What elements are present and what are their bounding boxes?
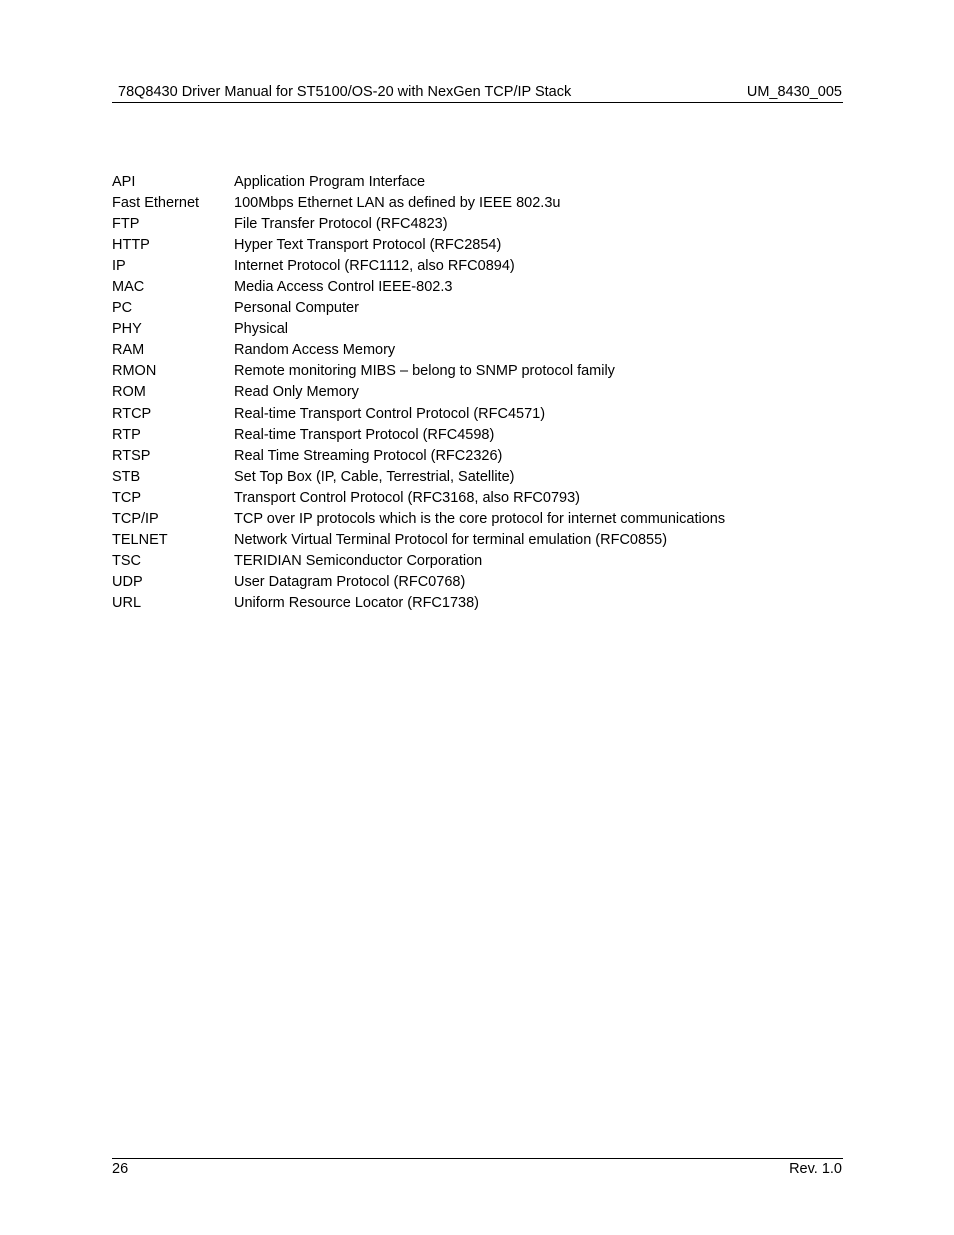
glossary-definition: 100Mbps Ethernet LAN as defined by IEEE 802.3u <box>234 195 561 212</box>
glossary-definition: Media Access Control IEEE-802.3 <box>234 279 453 296</box>
glossary-term: FTP <box>112 216 140 233</box>
glossary-term: RTSP <box>112 447 151 464</box>
glossary-row <box>112 404 812 425</box>
glossary-definition: Uniform Resource Locator (RFC1738) <box>234 594 479 611</box>
glossary-row <box>112 382 812 403</box>
page-header <box>112 84 843 103</box>
glossary-definition: Internet Protocol (RFC1112, also RFC0894) <box>234 258 515 275</box>
glossary-row <box>112 340 812 361</box>
glossary-term: RAM <box>112 342 145 359</box>
glossary-term: TCP <box>112 489 141 506</box>
glossary-term: API <box>112 174 136 190</box>
glossary-row <box>112 361 812 382</box>
glossary-definition: File Transfer Protocol (RFC4823) <box>234 216 448 233</box>
glossary-term: RMON <box>112 363 157 380</box>
glossary-row <box>112 467 812 488</box>
glossary-term: RTCP <box>112 405 152 422</box>
glossary-row <box>112 235 812 256</box>
glossary-definition: Read Only Memory <box>234 384 359 401</box>
glossary-list <box>112 172 812 614</box>
glossary-row <box>112 593 812 614</box>
glossary-term: IP <box>112 258 126 275</box>
glossary-term: Fast Ethernet <box>112 195 200 212</box>
glossary-definition: Transport Control Protocol (RFC3168, also RFC0793) <box>234 489 580 506</box>
glossary-definition: Set Top Box (IP, Cable, Terrestrial, Satellite) <box>234 468 515 485</box>
glossary-row <box>112 551 812 572</box>
glossary-definition: Real-time Transport Control Protocol (RFC4571) <box>234 405 546 422</box>
glossary-row <box>112 425 812 446</box>
glossary-term: PHY <box>112 321 142 338</box>
glossary-definition: Network Virtual Terminal Protocol for terminal emulation (RFC0855) <box>234 531 668 548</box>
glossary-term: TELNET <box>112 531 168 548</box>
glossary-definition: Real Time Streaming Protocol (RFC2326) <box>234 447 503 464</box>
glossary-term: TSC <box>112 552 141 569</box>
glossary-definition: User Datagram Protocol (RFC0768) <box>234 573 466 590</box>
glossary-row <box>112 256 812 277</box>
glossary-row <box>112 488 812 509</box>
glossary-term: TCP/IP <box>112 510 159 527</box>
glossary-term: RTP <box>112 426 141 443</box>
glossary-definition: TCP over IP protocols which is the core protocol for internet communications <box>234 510 726 527</box>
glossary-row <box>112 509 812 530</box>
page-footer <box>112 1158 843 1177</box>
glossary-term: URL <box>112 594 142 611</box>
glossary-row <box>112 530 812 551</box>
glossary-definition: Random Access Memory <box>234 342 396 359</box>
glossary-definition: Remote monitoring MIBS – belong to SNMP protocol family <box>234 363 615 380</box>
page-number: 26 <box>112 1161 129 1177</box>
glossary-term: MAC <box>112 279 145 296</box>
glossary-term: STB <box>112 468 141 485</box>
glossary-row <box>112 214 812 235</box>
glossary-row <box>112 298 812 319</box>
glossary-term: ROM <box>112 384 146 401</box>
glossary-term: PC <box>112 300 133 317</box>
glossary-term: UDP <box>112 573 143 590</box>
glossary-row <box>112 172 812 193</box>
glossary-row <box>112 446 812 467</box>
glossary-row <box>112 572 812 593</box>
glossary-term: HTTP <box>112 237 150 254</box>
glossary-definition: TERIDIAN Semiconductor Corporation <box>234 552 483 569</box>
glossary-definition: Real-time Transport Protocol (RFC4598) <box>234 426 495 443</box>
glossary-row <box>112 319 812 340</box>
glossary-definition: Personal Computer <box>234 300 359 317</box>
document-id: UM_8430_005 <box>746 84 842 100</box>
glossary-definition: Hyper Text Transport Protocol (RFC2854) <box>234 237 502 254</box>
glossary-definition: Physical <box>234 321 288 338</box>
revision-label: Rev. 1.0 <box>789 1161 842 1177</box>
glossary-row <box>112 193 812 214</box>
document-title: 78Q8430 Driver Manual for ST5100/OS-20 with NexGen TCP/IP Stack <box>118 84 572 100</box>
glossary-row <box>112 277 812 298</box>
glossary-definition: Application Program Interface <box>234 174 426 190</box>
